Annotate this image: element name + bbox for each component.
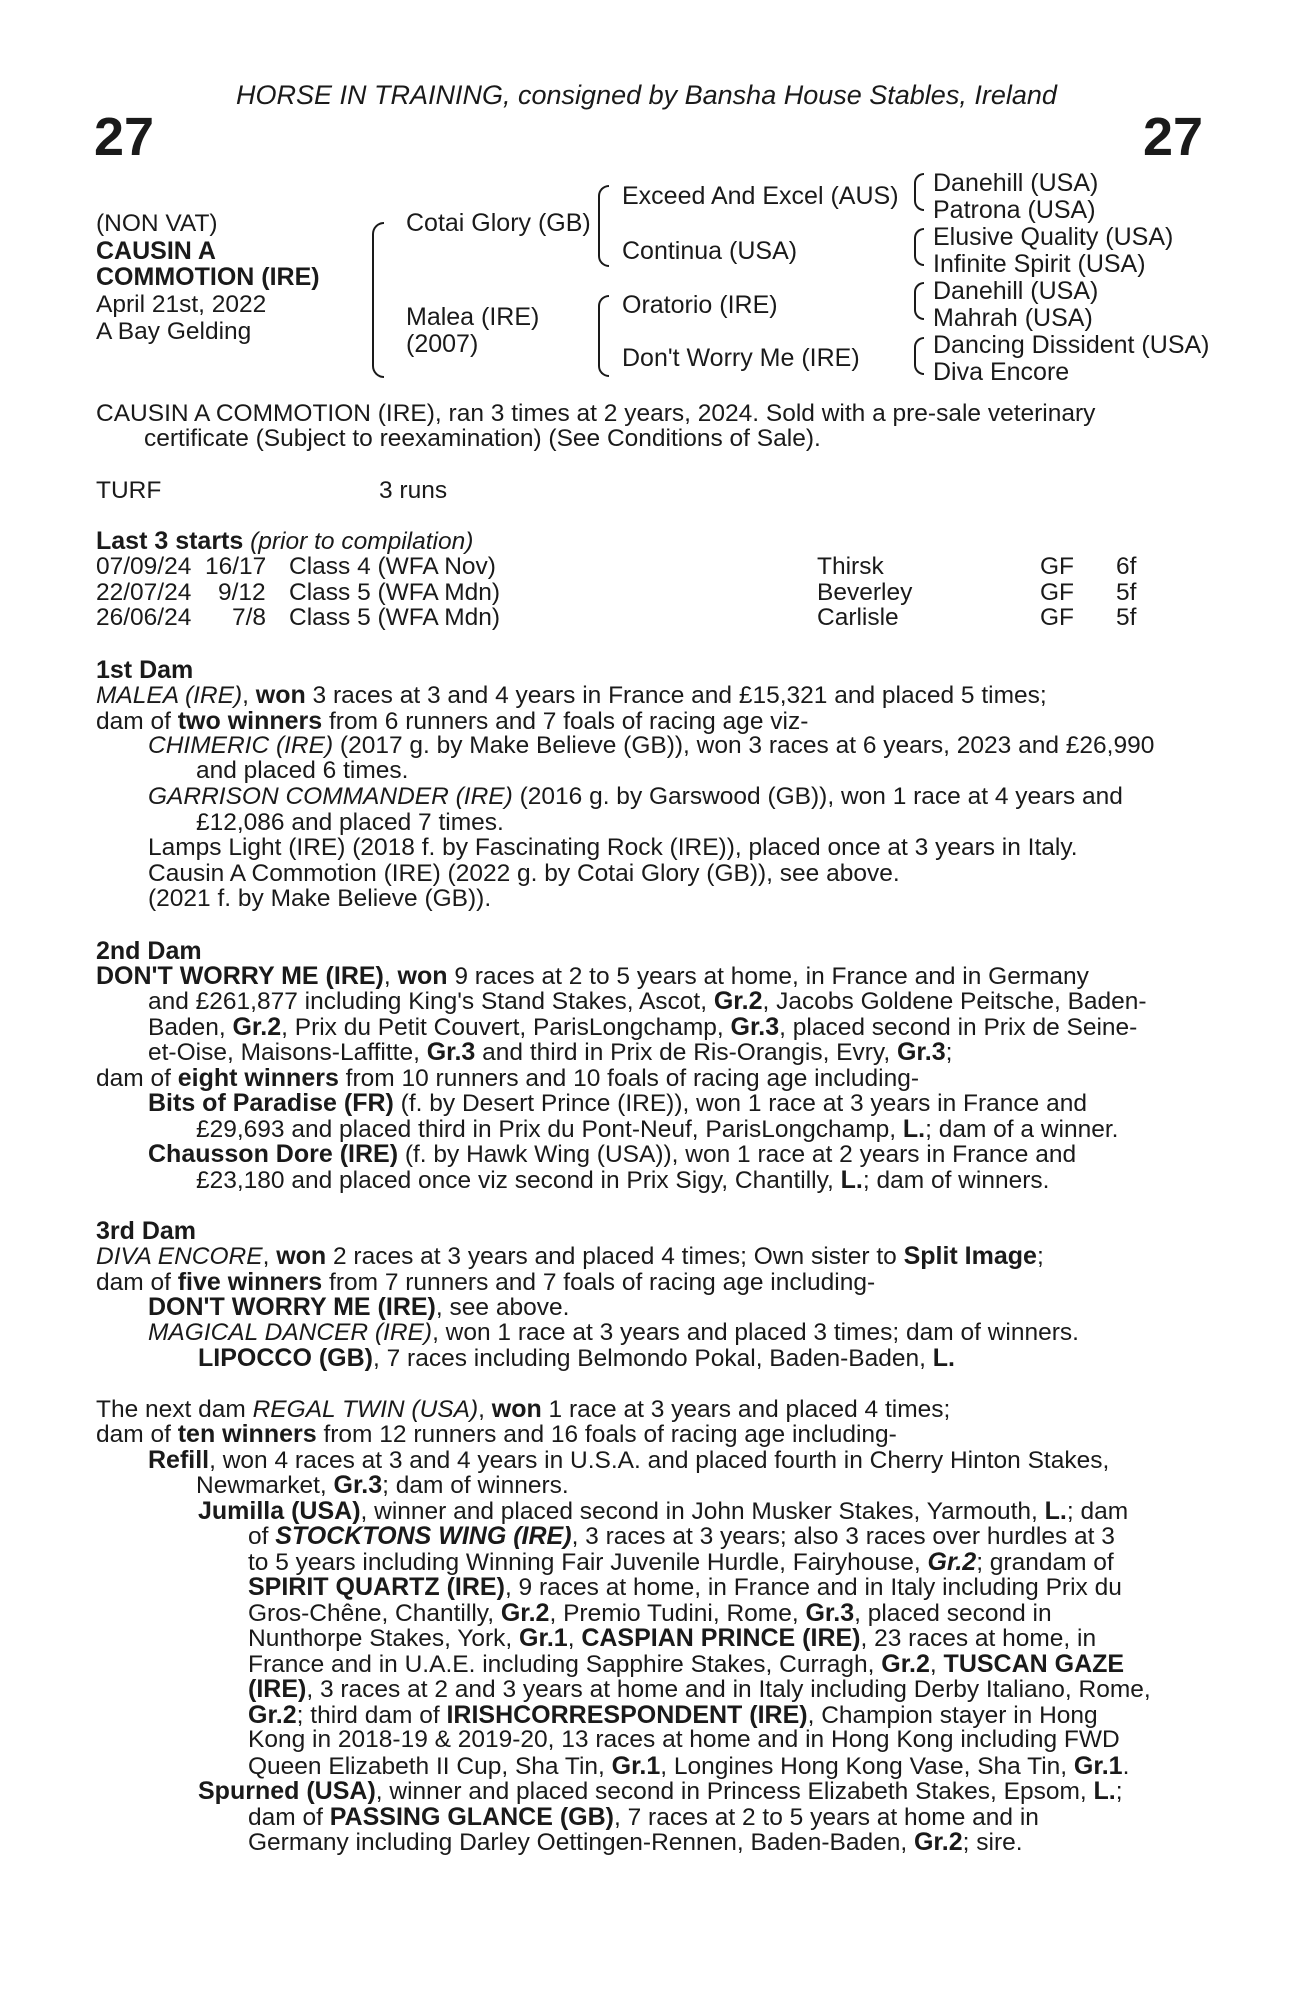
pedigree-dam: Malea (IRE) [406,303,540,331]
produce-entry: MAGICAL DANCER (IRE), won 1 race at 3 years and placed 3 times; dam of winners. [148,1319,1079,1346]
lot-number-left: 27 [94,107,155,167]
produce-entry-cont: Gr.2; third dam of IRISHCORRESPONDENT (IRE), Champion stayer in Hong [248,1701,1098,1729]
pedigree-brace [914,337,924,375]
produce-entry: DON'T WORRY ME (IRE), see above. [148,1293,570,1321]
produce-entry-cont: to 5 years including Winning Fair Juvenile Hurdle, Fairyhouse, Gr.2; grandam of [248,1548,1114,1576]
produce-entry: Bits of Paradise (FR) (f. by Desert Prince (IRE)), won 1 race at 3 years in France and [148,1089,1087,1117]
dam-produce-summary: dam of two winners from 6 runners and 7 foals of racing age viz- [96,707,809,735]
start-position: 16/17 [205,553,267,580]
pedigree-brace [598,295,609,377]
produce-entry-cont: Nunthorpe Stakes, York, Gr.1, CASPIAN PRINCE (IRE), 23 races at home, in [248,1624,1097,1652]
produce-entry: Chausson Dore (IRE) (f. by Hawk Wing (USA)), won 1 race at 2 years in France and [148,1140,1077,1168]
start-date: 07/09/24 [96,553,192,580]
produce-entry-cont: Gros-Chêne, Chantilly, Gr.2, Premio Tudini, Rome, Gr.3, placed second in [248,1599,1052,1627]
start-class: Class 5 (WFA Mdn) [289,604,501,631]
produce-entry-cont: (IRE), 3 races at 2 and 3 years at home and in Italy including Derby Italiano, Rome, [248,1675,1151,1703]
pedigree-gg8: Diva Encore [933,358,1070,386]
dam-produce-summary: dam of eight winners from 10 runners and 10 foals of racing age including- [96,1064,920,1092]
race-summary-line2: certificate (Subject to reexamination) (See Conditions of Sale). [144,425,821,452]
start-position: 9/12 [218,579,266,606]
dam-produce-summary: dam of ten winners from 12 runners and 16 foals of racing age including- [96,1420,897,1448]
lot-number-right: 27 [1143,107,1204,167]
pedigree-gg1: Danehill (USA) [933,169,1099,197]
start-class: Class 5 (WFA Mdn) [289,579,501,606]
horse-description: A Bay Gelding [96,318,252,345]
race-summary-line1: CAUSIN A COMMOTION (IRE), ran 3 times at 2 years, 2024. Sold with a pre-sale veterinary [96,400,1096,427]
produce-entry: Spurned (USA), winner and placed second in Princess Elizabeth Stakes, Epsom, L.; [198,1777,1123,1805]
produce-entry-cont: £29,693 and placed third in Prix du Pont-Neuf, ParisLongchamp, L.; dam of a winner. [196,1115,1119,1143]
pedigree-brace [914,173,924,211]
turf-label: TURF [96,477,162,504]
dam-summary: MALEA (IRE), won 3 races at 3 and 4 years in France and £15,321 and placed 5 times; [96,681,1047,709]
produce-entry-cont: of STOCKTONS WING (IRE), 3 races at 3 years; also 3 races over hurdles at 3 [248,1522,1115,1550]
start-distance: 6f [1116,553,1137,580]
start-distance: 5f [1116,604,1137,631]
horse-name-line1: CAUSIN A [96,237,216,265]
pedigree-brace [372,222,384,378]
produce-entry: Refill, won 4 races at 3 and 4 years in U.S.A. and placed fourth in Cherry Hinton Stakes, [148,1446,1110,1474]
start-going: GF [1040,553,1075,580]
horse-name-line2: COMMOTION (IRE) [96,263,320,291]
produce-entry: LIPOCCO (GB), 7 races including Belmondo Pokal, Baden-Baden, L. [198,1344,955,1372]
section-heading: 3rd Dam [96,1217,197,1245]
foaling-date: April 21st, 2022 [96,291,267,318]
produce-entry-cont: Newmarket, Gr.3; dam of winners. [196,1471,569,1499]
produce-entry-cont: dam of PASSING GLANCE (GB), 7 races at 2 to 5 years at home and in [248,1803,1039,1831]
produce-entry: Lamps Light (IRE) (2018 f. by Fascinating Rock (IRE)), placed once at 3 years in Italy. [148,834,1078,861]
last-starts-heading: Last 3 starts (prior to compilation) [96,527,474,555]
produce-entry-cont: £23,180 and placed once viz second in Prix Sigy, Chantilly, L.; dam of winners. [196,1166,1050,1194]
pedigree-sire-dam: Continua (USA) [622,237,798,265]
start-position: 7/8 [232,604,267,631]
pedigree-brace [598,185,609,267]
section-heading: 1st Dam [96,656,194,684]
vat-status: (NON VAT) [96,210,218,237]
pedigree-dam-dam: Don't Worry Me (IRE) [622,344,860,372]
produce-entry-cont: and placed 6 times. [196,757,409,784]
pedigree-gg7: Dancing Dissident (USA) [933,331,1210,359]
produce-entry-cont: Queen Elizabeth II Cup, Sha Tin, Gr.1, Longines Hong Kong Vase, Sha Tin, Gr.1. [248,1752,1130,1780]
start-course: Thirsk [817,553,884,580]
dam-summary: The next dam REGAL TWIN (USA), won 1 race at 3 years and placed 4 times; [96,1395,951,1423]
start-date: 26/06/24 [96,604,192,631]
start-class: Class 4 (WFA Nov) [289,553,496,580]
pedigree-gg2: Patrona (USA) [933,196,1096,224]
produce-entry: Causin A Commotion (IRE) (2022 g. by Cotai Glory (GB)), see above. [148,860,900,887]
start-going: GF [1040,604,1075,631]
section-heading: 2nd Dam [96,937,202,965]
produce-entry: CHIMERIC (IRE) (2017 g. by Make Believe (GB)), won 3 races at 6 years, 2023 and £26,990 [148,732,1155,759]
dam-summary-cont: et-Oise, Maisons-Laffitte, Gr.3 and third in Prix de Ris-Orangis, Evry, Gr.3; [148,1038,953,1066]
pedigree-gg3: Elusive Quality (USA) [933,223,1174,251]
turf-runs: 3 runs [379,477,448,504]
produce-entry-cont: Kong in 2018-19 & 2019-20, 13 races at home and in Hong Kong including FWD [248,1726,1120,1753]
pedigree-gg6: Mahrah (USA) [933,304,1093,332]
produce-entry-cont: Germany including Darley Oettingen-Rennen, Baden-Baden, Gr.2; sire. [248,1828,1023,1856]
dam-summary: DON'T WORRY ME (IRE), won 9 races at 2 to 5 years at home, in France and in Germany [96,962,1089,990]
start-course: Carlisle [817,604,899,631]
produce-entry: GARRISON COMMANDER (IRE) (2016 g. by Garswood (GB)), won 1 race at 4 years and [148,783,1123,810]
dam-summary: DIVA ENCORE, won 2 races at 3 years and placed 4 times; Own sister to Split Image; [96,1242,1044,1270]
produce-entry-cont: £12,086 and placed 7 times. [196,809,504,836]
start-going: GF [1040,579,1075,606]
pedigree-gg5: Danehill (USA) [933,277,1099,305]
produce-entry-cont: SPIRIT QUARTZ (IRE), 9 races at home, in France and in Italy including Prix du [248,1573,1122,1601]
pedigree-dam-year: (2007) [406,330,479,358]
pedigree-sire-sire: Exceed And Excel (AUS) [622,182,899,210]
produce-entry-cont: France and in U.A.E. including Sapphire Stakes, Curragh, Gr.2, TUSCAN GAZE [248,1650,1125,1678]
pedigree-sire: Cotai Glory (GB) [406,209,591,237]
pedigree-brace [914,228,924,266]
dam-summary-cont: and £261,877 including King's Stand Stakes, Ascot, Gr.2, Jacobs Goldene Peitsche, Baden- [148,987,1147,1015]
pedigree-brace [914,282,924,320]
start-distance: 5f [1116,579,1137,606]
start-course: Beverley [817,579,913,606]
produce-entry: (2021 f. by Make Believe (GB)). [148,885,492,912]
dam-summary-cont: Baden, Gr.2, Prix du Petit Couvert, ParisLongchamp, Gr.3, placed second in Prix de Seine- [148,1013,1138,1041]
produce-entry: Jumilla (USA), winner and placed second in John Musker Stakes, Yarmouth, L.; dam [198,1497,1129,1525]
start-date: 22/07/24 [96,579,192,606]
pedigree-dam-sire: Oratorio (IRE) [622,291,778,319]
pedigree-gg4: Infinite Spirit (USA) [933,250,1146,278]
page-header: HORSE IN TRAINING, consigned by Bansha House Stables, Ireland [236,80,1057,110]
dam-produce-summary: dam of five winners from 7 runners and 7 foals of racing age including- [96,1268,876,1296]
